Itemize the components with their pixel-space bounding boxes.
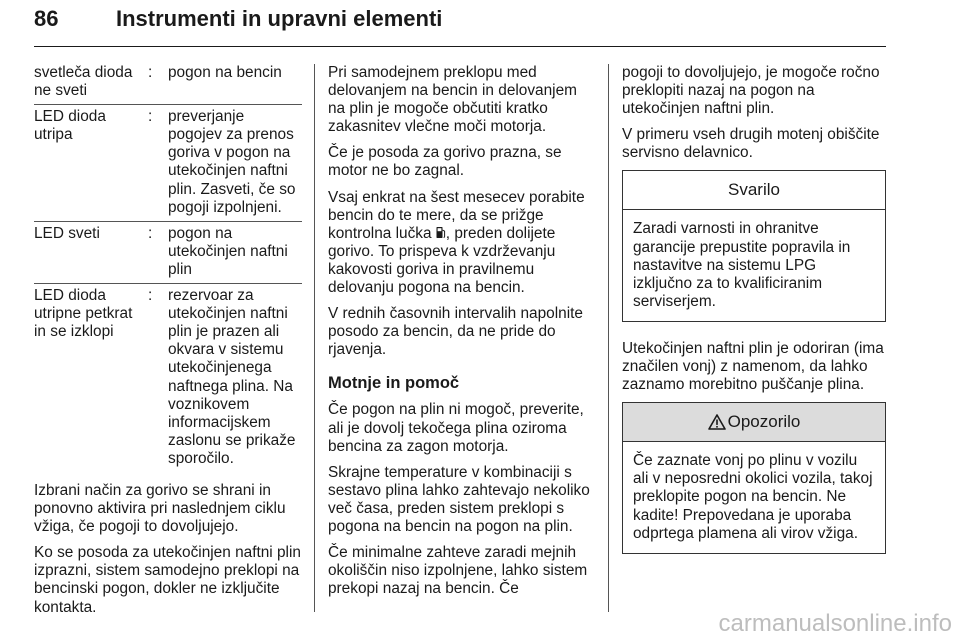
definition-term: LED sveti [34,224,100,242]
paragraph: Pri samodejnem preklopu med delovanjem na bencin in delovanjem na plin je mogoče občutiti kratko zakasnitev vlečne moči motorja. [328,64,577,136]
notice-body: Zaradi varnosti in ohranitve garancije prepustite popravila in nastavitve na sistemu LPG izključno za to kvalificiranim serviserjem. [633,220,851,310]
section-heading: Motnje in pomoč [328,374,460,393]
column-3 [622,64,886,572]
definition-row [34,108,302,222]
paragraph: Če minimalne zahteve zaradi mejnih okoliščin niso izpolnjene, lahko sistem prekopi nazaj na bencin. Če [328,544,588,598]
notice-heading: Svarilo [623,171,885,210]
column-divider [608,64,609,612]
definition-term: LED dioda utripne petkrat in se izklopi [34,287,133,341]
paragraph [328,189,596,298]
warning-heading: Opozorilo [727,412,801,432]
page-number: 86 [34,6,59,31]
watermark-text: carmanualsonline.info [718,610,952,637]
column-1 [34,64,302,625]
column-2 [328,64,596,606]
paragraph: V rednih časovnih intervalih napolnite posodo za bencin, da ne pride do rjavenja. [328,305,583,359]
definition-row [34,287,302,472]
paragraph: Ko se posoda za utekočinjen naftni plin izprazni, sistem samodejno preklopi na bencinski pogon, dokler ne izključite kontakta. [34,544,301,616]
definition-row [34,64,302,105]
paragraph-text: , preden dolijete gorivo. To prispeva k vzdrževanju kakovosti goriva in pravilnemu delovanju pogona na bencin. [328,224,556,297]
column-divider [314,64,315,612]
warning-triangle-icon [708,414,726,430]
definition-description: rezervoar za utekočinjen naftni plin je prazen ali okvara v sistemu utekočinjenega naftnega plina. Na voznikovem informacijskem zaslonu se prikaže sporočilo. [168,287,296,467]
warning-header [623,403,885,442]
paragraph: Skrajne temperature v kombinaciji s sestavo plina lahko zahtevajo nekoliko več časa, preden sistem preklopi s pogona na bencin na pogon na plin. [328,463,590,535]
definition-term: svetleča dioda ne sveti [34,64,133,100]
definition-separator: : [148,224,153,242]
definition-term: LED dioda utripa [34,108,106,144]
definition-description: pogon na bencin [168,64,282,81]
paragraph-text: Vsaj enkrat na šest mesecev porabite bencin do te mere, da se prižge kontrolna lučka [328,188,585,242]
warning-body: Če zaznate vonj po plinu v vozilu ali v neposredni okolici vozila, takoj preklopite pogon na bencin. Ne kadite! Prepovedana je uporaba odprtega plamena ali virov vžiga. [633,452,873,542]
definition-separator: : [148,64,153,81]
paragraph: Če pogon na plin ni mogoč, preverite, ali je dovolj tekočega plina oziroma bencina za zagon motorja. [328,401,584,455]
fuel-pump-icon [436,226,446,239]
warning-box [622,402,886,553]
paragraph: Če je posoda za gorivo prazna, se motor ne bo zagnal. [328,144,562,180]
paragraph: pogoji to dovoljujejo, je mogoče ročno preklopiti nazaj na pogon na utekočinjen naftni plin. [622,64,880,118]
page-header [34,6,886,47]
definition-row [34,225,302,284]
page-title: Instrumenti in upravni elementi [116,6,443,31]
definition-description: pogon na utekočinjen naftni plin [168,224,288,278]
definition-description: preverjanje pogojev za prenos goriva v pogon na utekočinjen naftni plin. Zasveti, če so pogoji izpolnjeni. [168,108,296,216]
paragraph: V primeru vseh drugih motenj obiščite servisno delavnico. [622,126,880,162]
definition-separator: : [148,287,153,305]
paragraph-block [34,482,302,617]
paragraph: Utekočinjen naftni plin je odoriran (ima značilen vonj) z namenom, da lahko zaznamo morebitno puščanje plina. [622,339,884,394]
notice-box [622,170,886,321]
paragraph: Izbrani način za gorivo se shrani in ponovno aktivira pri naslednjem ciklu vžiga, če pogoji to dovoljujejo. [34,481,286,536]
definition-separator: : [148,108,153,126]
